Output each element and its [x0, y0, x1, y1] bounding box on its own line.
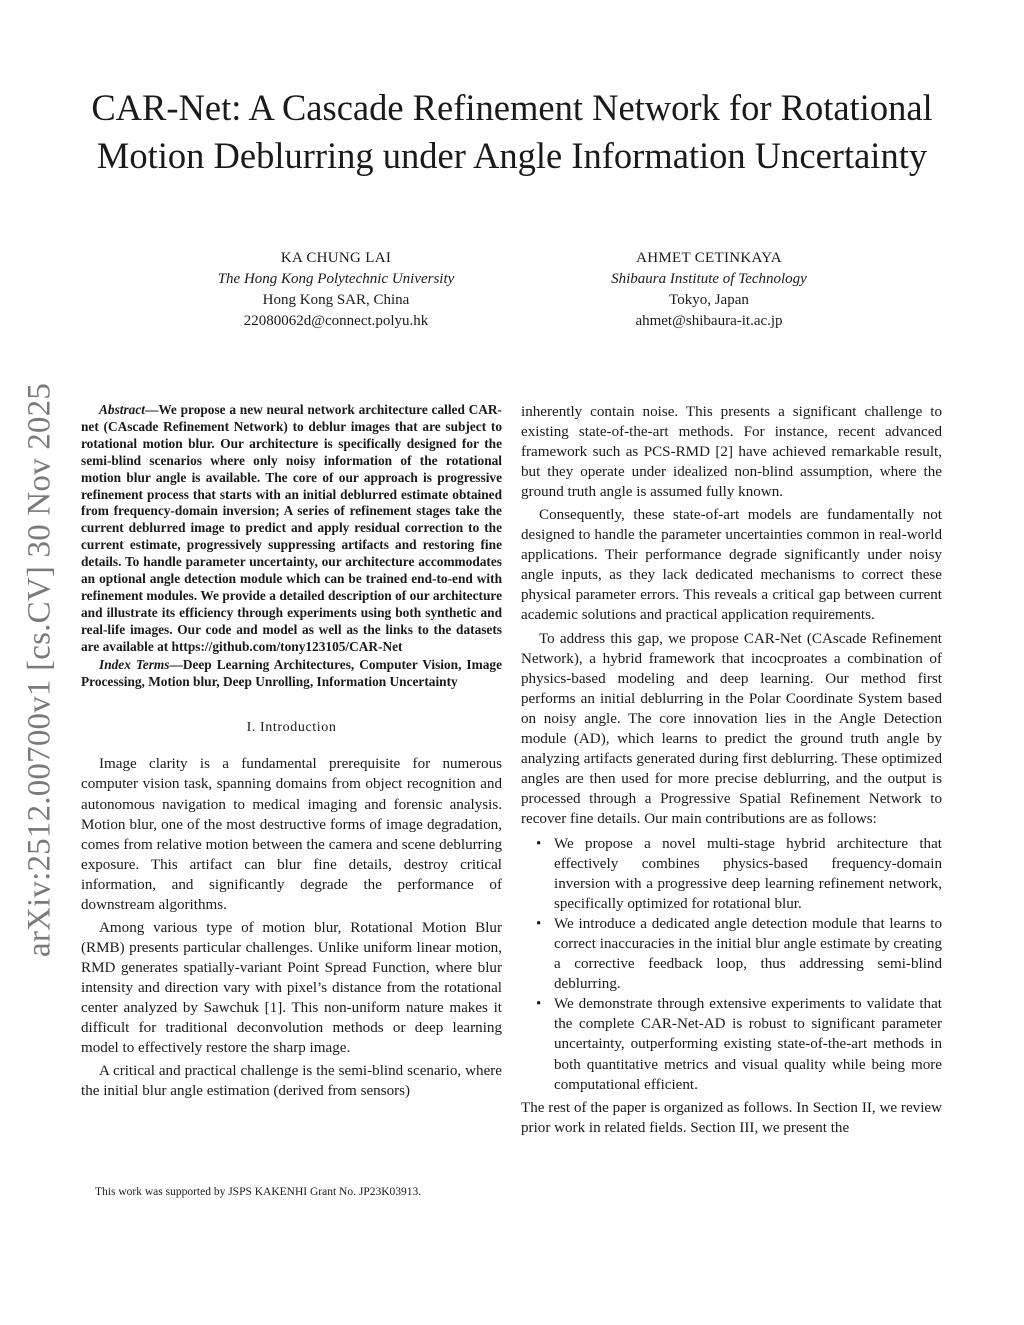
arxiv-identifier: arXiv:2512.00700v1 [cs.CV] 30 Nov 2025 [21, 382, 58, 958]
left-column [81, 402, 502, 1104]
author-name: KA CHUNG LAI [280, 250, 392, 266]
author-affiliation: Shibaura Institute of Technology [611, 271, 807, 287]
funding-footnote: This work was supported by JSPS KAKENHI Grant No. JP23K03913. [95, 1186, 422, 1198]
abstract-label: Abstract [99, 402, 145, 417]
abstract: Abstract—We propose a new neural network architecture called CAR-net (CAscade Refinement Network) to deblur images that are subject to rotational motion blur. Our architecture is specifically designed for the semi-blind scenarios where only noisy information of the rotational motion blur angle is available. The core of our approach is progressive refinement process that starts with an initial deblurred estimate obtained from frequency-domain inversion; A series of refinement stages take the current deblurred image to predict and apply residual correction to the current estimate, progressively suppressing artifacts and restoring fine details. To handle parameter uncertainty, our architecture accommodates an optional angle detection module which can be trained end-to-end with refinement modules. We provide a detailed description of our architecture and illustrate its efficiency through experiments using both synthetic and real-life images. Our code and model as well as the links to the datasets are available at https://github.com/tony123105/CAR-Net [81, 402, 502, 654]
bullet-icon: • [536, 835, 542, 852]
contributions-list [521, 834, 942, 1095]
index-terms-label: Index Terms [99, 656, 170, 672]
right-column [521, 402, 942, 1141]
author-location: Tokyo, Japan [669, 292, 749, 308]
index-terms: Index Terms—Deep Learning Architectures, Computer Vision, Image Processing, Motion blur, Deep Unrolling, Information Uncertainty [81, 656, 502, 689]
author-block-1 [156, 248, 516, 332]
contribution-text: We introduce a dedicated angle detection module that learns to correct inaccuracies in the initial blur angle estimate by creating a corrective feedback loop, thus addressing semi-blind deblurring. [554, 916, 942, 993]
body-paragraph: inherently contain noise. This presents a significant challenge to existing state-of-the-art methods. For instance, recent advanced framework such as PCS-RMD [2] have achieved remarkable result, but they operate under idealized non-blind assumption, where the ground truth angle is assumed fully known. [521, 404, 942, 501]
author-name: AHMET CETINKAYA [636, 250, 782, 266]
body-paragraph: The rest of the paper is organized as follows. In Section II, we review prior work in related fields. Section III, we present the [521, 1099, 942, 1136]
list-item [521, 994, 942, 1094]
body-paragraph: To address this gap, we propose CAR-Net (CAscade Refinement Network), a hybrid framework that incocproates a combination of physics-based modeling and deep learning. Our method first performs an initial deblurring in the Polar Coordinate System based on noisy angle. The core innovation lies in the Angle Detection module (AD), which learns to predict the ground truth angle by analyzing artifacts generated during first deblurring. These optimized angles are then used for more precise deblurring, and the output is processed through a Progressive Spatial Refinement Network to recover fine details. Our main contributions are as follows: [521, 630, 942, 827]
list-item [521, 834, 942, 914]
intro-paragraph: Image clarity is a fundamental prerequisite for numerous computer vision task, spanning domains from object recognition and autonomous navigation to medical imaging and forensic analysis. Motion blur, one of the most destructive forms of image degradation, comes from relative motion between the camera and scene deblurring exposure. This artifact can blur fine details, destroy critical information, and significantly degrade the performance of downstream algorithms. [81, 756, 502, 913]
index-terms-text: Deep Learning Architectures, Computer Vision, Image Processing, Motion blur, Deep Unrolling, Information Uncertainty [81, 656, 502, 689]
author-affiliation: The Hong Kong Polytechnic University [217, 271, 455, 287]
author-email: 22080062d@connect.polyu.hk [243, 313, 429, 329]
section-heading-introduction: I. Introduction [246, 720, 337, 736]
list-item [521, 914, 942, 994]
intro-paragraph: Among various type of motion blur, Rotational Motion Blur (RMB) presents particular challenges. Unlike uniform linear motion, RMD generates spatially-variant Point Spread Function, where blur intensity and direction vary with pixel’s distance from the rotational center analyzed by Sawchuk [1]. This non-uniform nature makes it difficult for traditional deconvolution methods or deep learning model to effectively restore the sharp image. [81, 919, 502, 1057]
intro-paragraph: A critical and practical challenge is the semi-blind scenario, where the initial blur angle estimation (derived from sensors) [81, 1063, 502, 1100]
contribution-text: We demonstrate through extensive experiments to validate that the complete CAR-Net-AD is robust to significant parameter uncertainty, outperforming existing state-of-the-art methods in both quantitative metrics and visual quality while being more computational efficient. [554, 996, 942, 1093]
author-location: Hong Kong SAR, China [262, 292, 410, 308]
bullet-icon: • [536, 916, 542, 933]
bullet-icon: • [536, 996, 542, 1013]
paper-title: CAR-Net: A Cascade Refinement Network for Rotational Motion Deblurring under Angle Information Uncertainty [91, 87, 933, 176]
abstract-text: We propose a new neural network architecture called CAR-net (CAscade Refinement Network) to deblur images that are subject to rotational motion blur. Our architecture is specifically designed for the semi-blind scenarios where only noisy information of the rotational motion blur angle is available. The core of our approach is progressive refinement process that starts with an initial deblurred estimate obtained from frequency-domain inversion; A series of refinement stages take the current deblurred image to predict and apply residual correction to the current estimate, progressively suppressing artifacts and restoring fine details. To handle parameter uncertainty, our architecture accommodates an optional angle detection module which can be trained end-to-end with refinement modules. We provide a detailed description of our architecture and illustrate its efficiency through experiments using both synthetic and real-life images. Our code and model as well as the links to the datasets are available at https://github.com/tony123105/CAR-Net [81, 402, 502, 654]
contribution-text: We propose a novel multi-stage hybrid architecture that effectively combines physics-based frequency-domain inversion with a progressive deep learning refinement network, specifically optimized for rotational blur. [554, 835, 942, 913]
author-email: ahmet@shibaura-it.ac.jp [635, 313, 783, 329]
author-block-2 [529, 248, 889, 332]
body-paragraph: Consequently, these state-of-art models are fundamentally not designed to handle the parameter uncertainties common in real-world applications. Their performance degrade significantly under noisy angle inputs, as they lack dedicated mechanisms to correct these physical parameter errors. This reveals a critical gap between current academic solutions and practical application requirements. [521, 507, 942, 624]
